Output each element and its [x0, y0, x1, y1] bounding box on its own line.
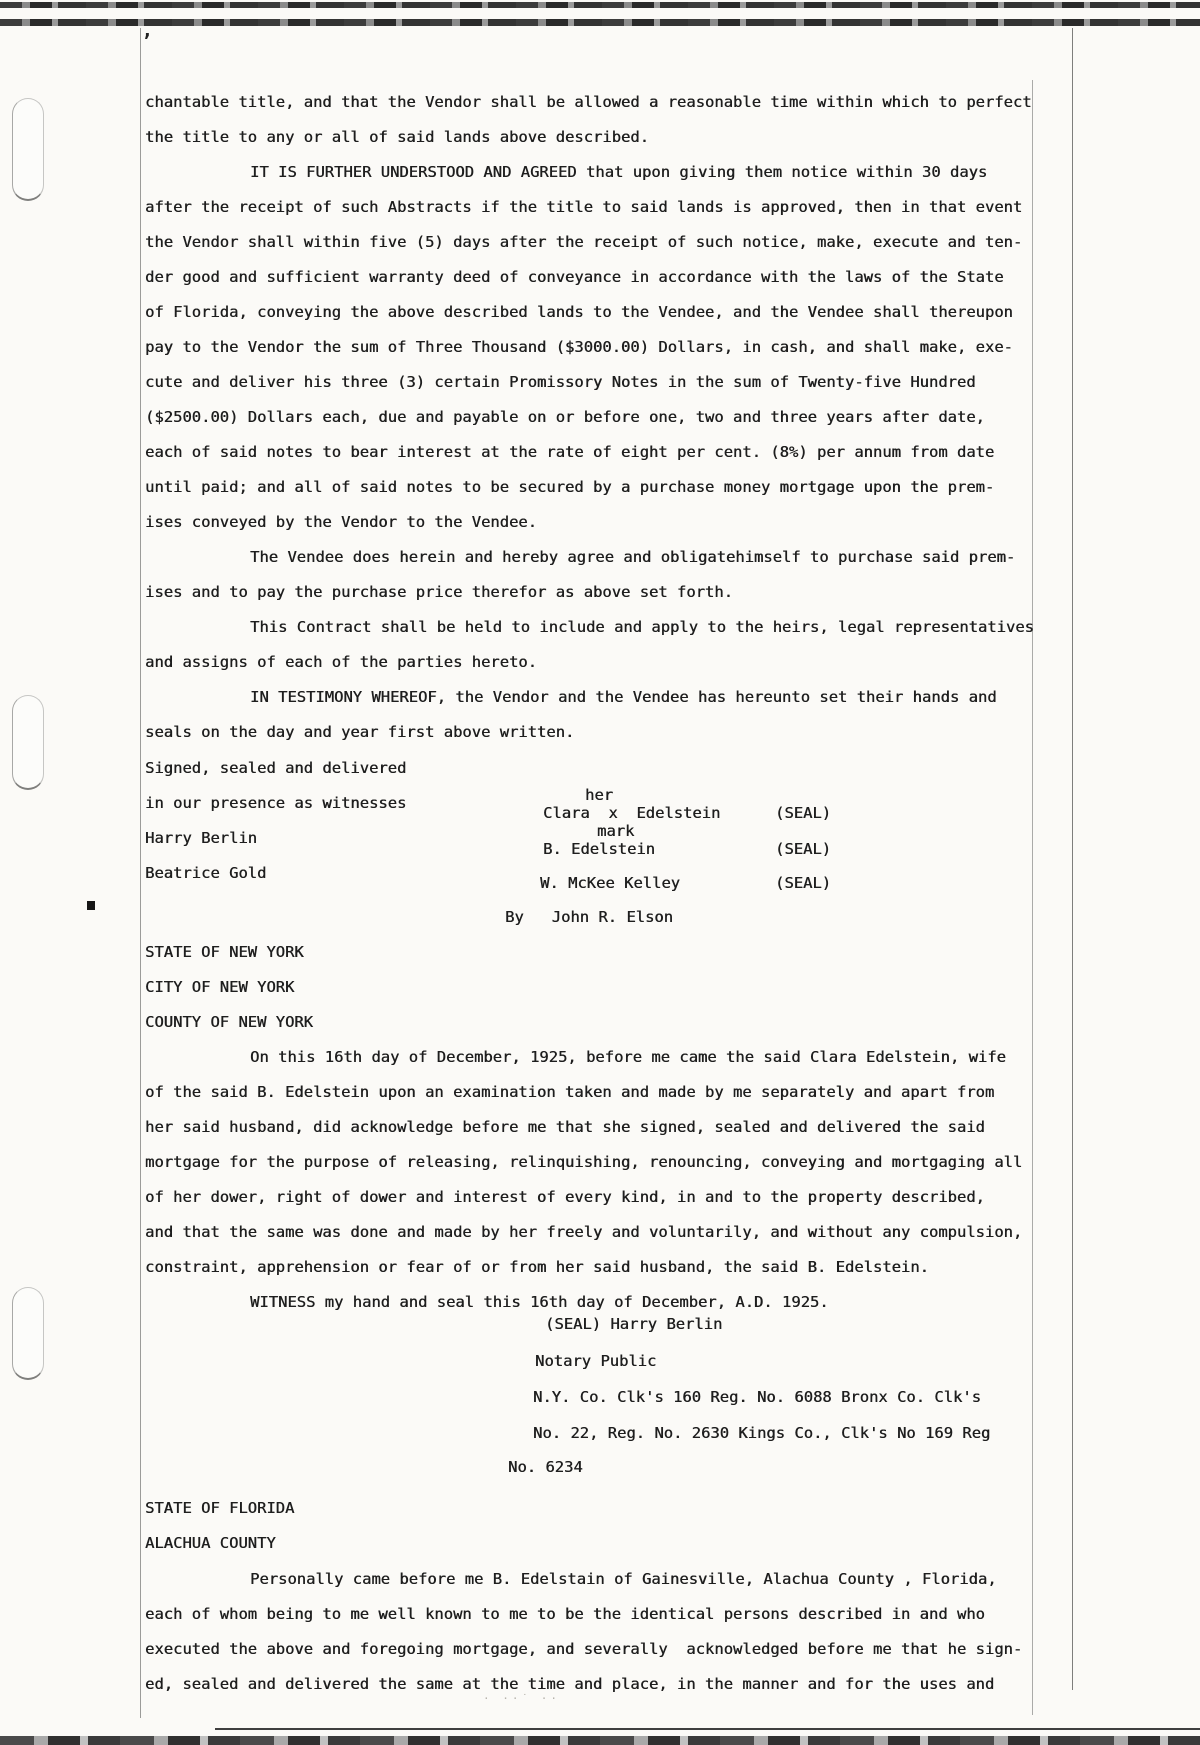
fl-acknowledgment-text: [145, 1562, 1055, 1702]
signature-mark-label: mark: [597, 822, 635, 840]
text-line: ises and to pay the purchase price therefor as above set forth.: [145, 583, 733, 601]
notary-registration-line-2: No. 22, Reg. No. 2630 Kings Co., Clk's No 169 Reg: [533, 1424, 991, 1442]
text-line: seals on the day and year first above written.: [145, 723, 575, 741]
text-line: until paid; and all of said notes to be secured by a purchase money mortgage upon the prem-: [145, 478, 995, 496]
signature-name-w-mckee-kelley: W. McKee Kelley: [540, 874, 680, 892]
text-line: Signed, sealed and delivered: [145, 759, 407, 777]
text-line: and assigns of each of the parties hereto.: [145, 653, 537, 671]
notary-seal-signature: (SEAL) Harry Berlin: [545, 1315, 723, 1333]
text-line: each of whom being to me well known to me to be the identical persons described in and who: [145, 1605, 985, 1623]
text-line: WITNESS my hand and seal this 16th day of December, A.D. 1925.: [250, 1293, 829, 1311]
text-line: This Contract shall be held to include and apply to the heirs, legal representatives: [250, 618, 1034, 636]
notary-registration-line-1: N.Y. Co. Clk's 160 Reg. No. 6088 Bronx Co. Clk's: [533, 1388, 981, 1406]
text-line: ($2500.00) Dollars each, due and payable on or before one, two and three years after date,: [145, 408, 985, 426]
seal-label: (SEAL): [775, 874, 831, 892]
text-line: executed the above and foregoing mortgage, and severally acknowledged before me that he sign-: [145, 1640, 1023, 1658]
signature-by-line: By John R. Elson: [505, 908, 673, 926]
contract-body-text: [145, 85, 1055, 750]
text-line: der good and sufficient warranty deed of conveyance in accordance with the laws of the State: [145, 268, 1004, 286]
right-page-edge-line: [1072, 28, 1073, 1690]
signature-name-clara-edelstein: Clara x Edelstein: [543, 804, 721, 822]
text-line: pay to the Vendor the sum of Three Thousand ($3000.00) Dollars, in cash, and shall make, exe-: [145, 338, 1013, 356]
notary-registration-line-3: No. 6234: [508, 1458, 583, 1476]
text-line: of the said B. Edelstein upon an examination taken and made by me separately and apart from: [145, 1083, 995, 1101]
text-line: the Vendor shall within five (5) days after the receipt of such notice, make, execute and ten-: [145, 233, 1023, 251]
scanner-edge-band-top-2: [0, 19, 1200, 26]
text-line: mortgage for the purpose of releasing, relinquishing, renouncing, conveying and mortgaging all: [145, 1153, 1023, 1171]
text-line: in our presence as witnesses: [145, 794, 407, 812]
text-line: On this 16th day of December, 1925, before me came the said Clara Edelstein, wife: [250, 1048, 1006, 1066]
text-line: her said husband, did acknowledge before me that she signed, sealed and delivered the said: [145, 1118, 985, 1136]
punch-hole-bottom: [12, 1287, 44, 1380]
stray-ink-mark: ’: [141, 30, 153, 52]
text-line: Harry Berlin: [145, 829, 257, 847]
seal-label: (SEAL): [775, 840, 831, 858]
witness-block: [145, 751, 565, 891]
text-line: ALACHUA COUNTY: [145, 1534, 276, 1552]
ny-acknowledgment-text: [145, 1040, 1055, 1320]
text-line: of Florida, conveying the above described lands to the Vendee, and the Vendee shall thereupon: [145, 303, 1013, 321]
scanner-edge-band-top-1: [0, 2, 1200, 8]
text-line: of her dower, right of dower and interest of every kind, in and to the property described,: [145, 1188, 985, 1206]
fl-venue-headings: [145, 1491, 665, 1561]
text-line: chantable title, and that the Vendor shall be allowed a reasonable time within which to perfect: [145, 93, 1032, 111]
text-line: The Vendee does herein and hereby agree and obligatehimself to purchase said prem-: [250, 548, 1016, 566]
text-line: the title to any or all of said lands above described.: [145, 128, 649, 146]
scanner-edge-band-bottom: [0, 1736, 1200, 1745]
text-line: ed, sealed and delivered the same at the time and place, in the manner and for the uses and: [145, 1675, 995, 1693]
text-line: COUNTY OF NEW YORK: [145, 1013, 313, 1031]
text-line: STATE OF FLORIDA: [145, 1499, 295, 1517]
seal-label: (SEAL): [775, 804, 831, 822]
text-line: IN TESTIMONY WHEREOF, the Vendor and the Vendee has hereunto set their hands and: [250, 688, 997, 706]
text-line: IT IS FURTHER UNDERSTOOD AND AGREED that upon giving them notice within 30 days: [250, 163, 988, 181]
text-line: Beatrice Gold: [145, 864, 267, 882]
text-line: STATE OF NEW YORK: [145, 943, 304, 961]
text-line: and that the same was done and made by her freely and voluntarily, and without any compulsion,: [145, 1223, 1023, 1241]
text-line: after the receipt of such Abstracts if the title to said lands is approved, then in that event: [145, 198, 1023, 216]
signature-name-b-edelstein: B. Edelstein: [543, 840, 655, 858]
left-margin-rule-line: [140, 28, 141, 1718]
notary-title: Notary Public: [535, 1352, 657, 1370]
punch-hole-top: [12, 98, 44, 201]
text-line: CITY OF NEW YORK: [145, 978, 295, 996]
text-line: cute and deliver his three (3) certain Promissory Notes in the sum of Twenty-five Hundred: [145, 373, 976, 391]
text-line: Personally came before me B. Edelstain of Gainesville, Alachua County , Florida,: [250, 1570, 997, 1588]
text-line: ises conveyed by the Vendor to the Vendee.: [145, 513, 537, 531]
signature-her-label: her: [585, 786, 613, 804]
text-line: each of said notes to bear interest at the rate of eight per cent. (8%) per annum from date: [145, 443, 995, 461]
ny-venue-headings: [145, 935, 665, 1040]
ink-square-dot: [87, 901, 95, 910]
text-line: constraint, apprehension or fear of or from her said husband, the said B. Edelstein.: [145, 1258, 929, 1276]
scan-smudge: · ··˙ ··: [483, 1692, 560, 1705]
punch-hole-middle: [12, 695, 44, 790]
